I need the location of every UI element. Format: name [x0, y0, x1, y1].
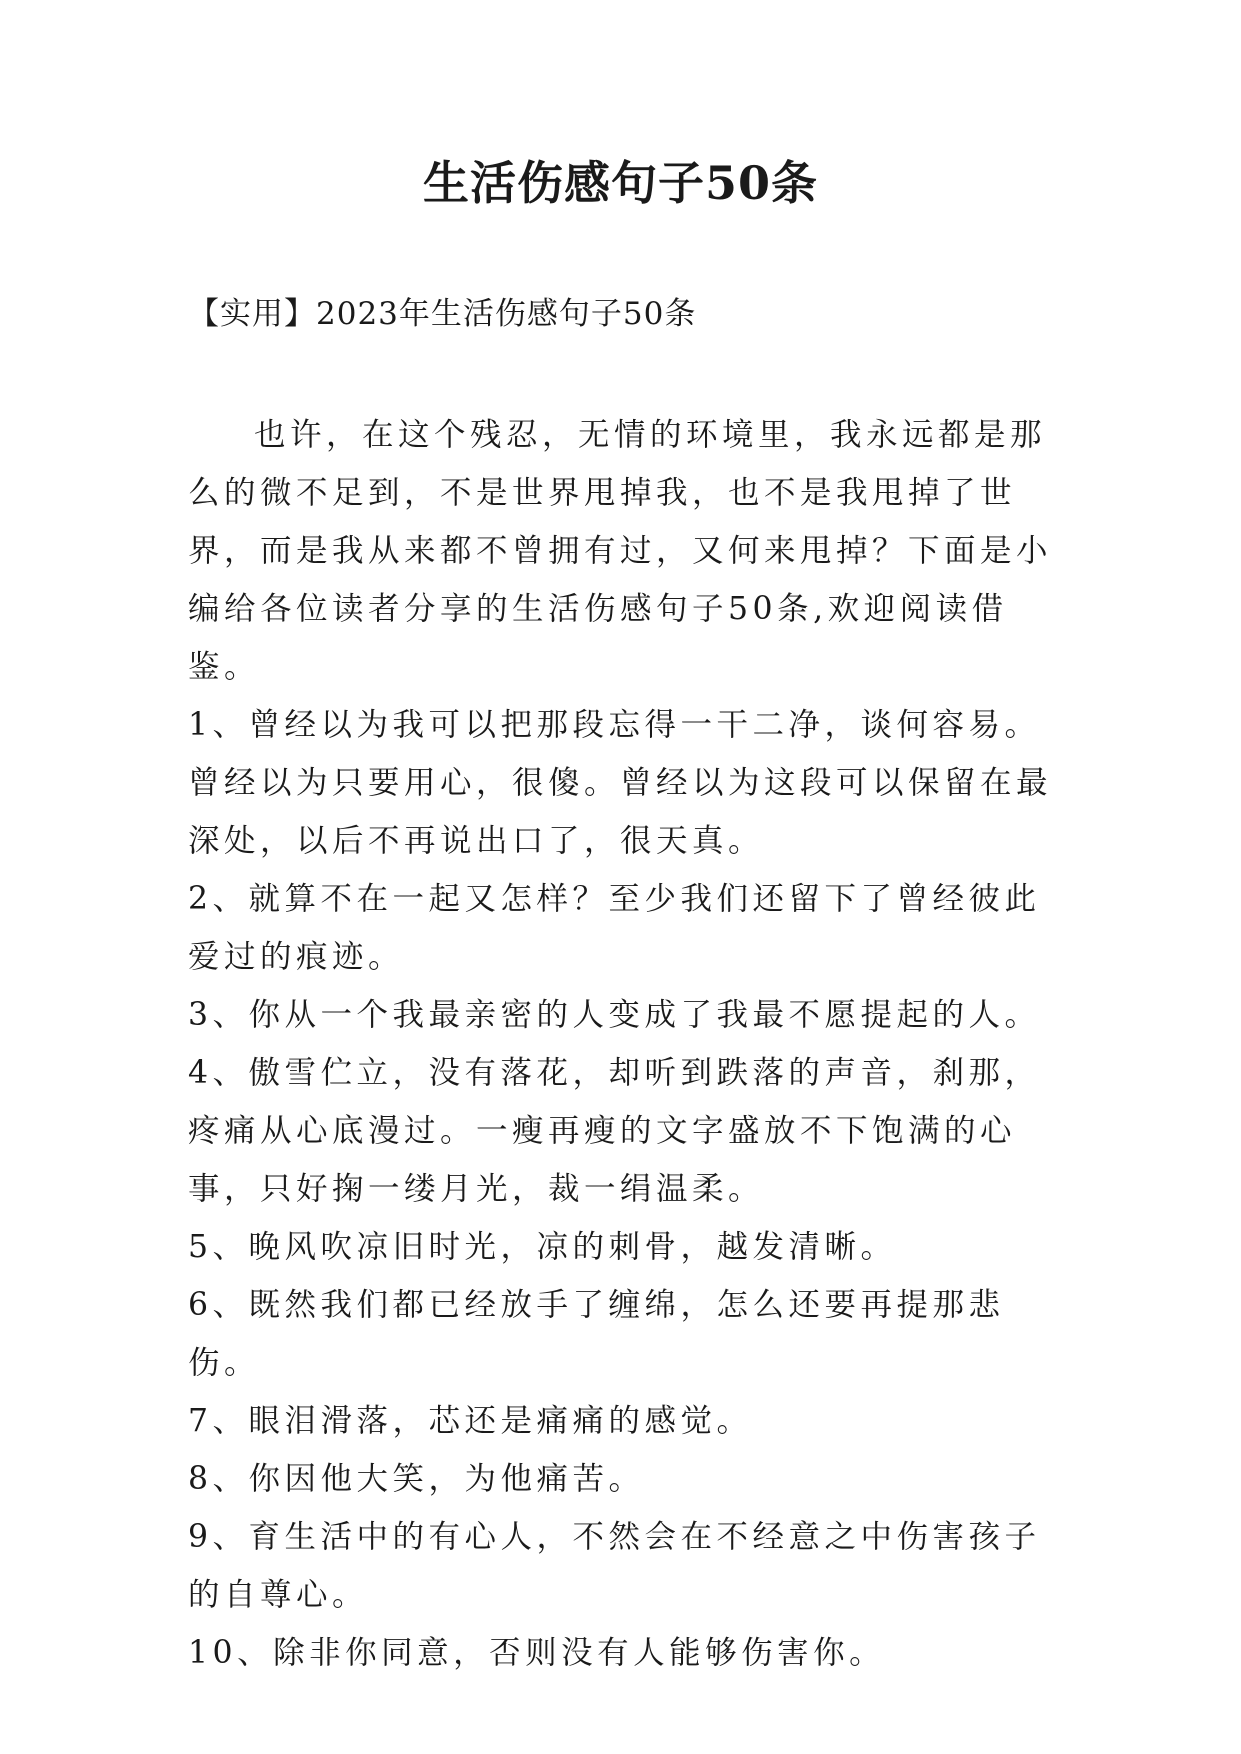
list-item: 10、除非你同意，否则没有人能够伤害你。	[188, 1635, 886, 1671]
list-item: 7、眼泪滑落，芯还是痛痛的感觉。	[188, 1403, 753, 1439]
document-subtitle: 【实用】2023年生活伤感句子50条	[188, 296, 697, 332]
list-item: 9、育生活中的有心人，不然会在不经意之中伤害孩子的自尊心。	[188, 1519, 1041, 1613]
list-item: 2、就算不在一起又怎样？至少我们还留下了曾经彼此爱过的痕迹。	[188, 881, 1041, 975]
list-item: 1、曾经以为我可以把那段忘得一干二净，谈何容易。曾经以为只要用心，很傻。曾经以为这段可以保留在最深处，以后不再说出口了，很天真。	[188, 707, 1053, 859]
document-body	[188, 406, 1054, 1682]
list-item: 8、你因他大笑，为他痛苦。	[188, 1461, 645, 1497]
document-title: 生活伤感句子50条	[422, 156, 818, 210]
list-item: 4、傲雪伫立，没有落花，却听到跌落的声音，刹那，疼痛从心底漫过。一瘦再瘦的文字盛放不下饱满的心事，只好掬一缕月光，裁一绢温柔。	[188, 1055, 1041, 1207]
intro-paragraph: 也许，在这个残忍，无情的环境里，我永远都是那么的微不足到，不是世界甩掉我，也不是我甩掉了世界，而是我从来都不曾拥有过，又何来甩掉？下面是小编给各位读者分享的生活伤感句子50条,欢迎阅读借鉴。	[188, 417, 1053, 685]
list-item: 6、既然我们都已经放手了缠绵，怎么还要再提那悲伤。	[188, 1287, 1005, 1381]
list-item: 3、你从一个我最亲密的人变成了我最不愿提起的人。	[188, 997, 1041, 1033]
list-item: 5、晚风吹凉旧时光，凉的刺骨，越发清晰。	[188, 1229, 897, 1265]
